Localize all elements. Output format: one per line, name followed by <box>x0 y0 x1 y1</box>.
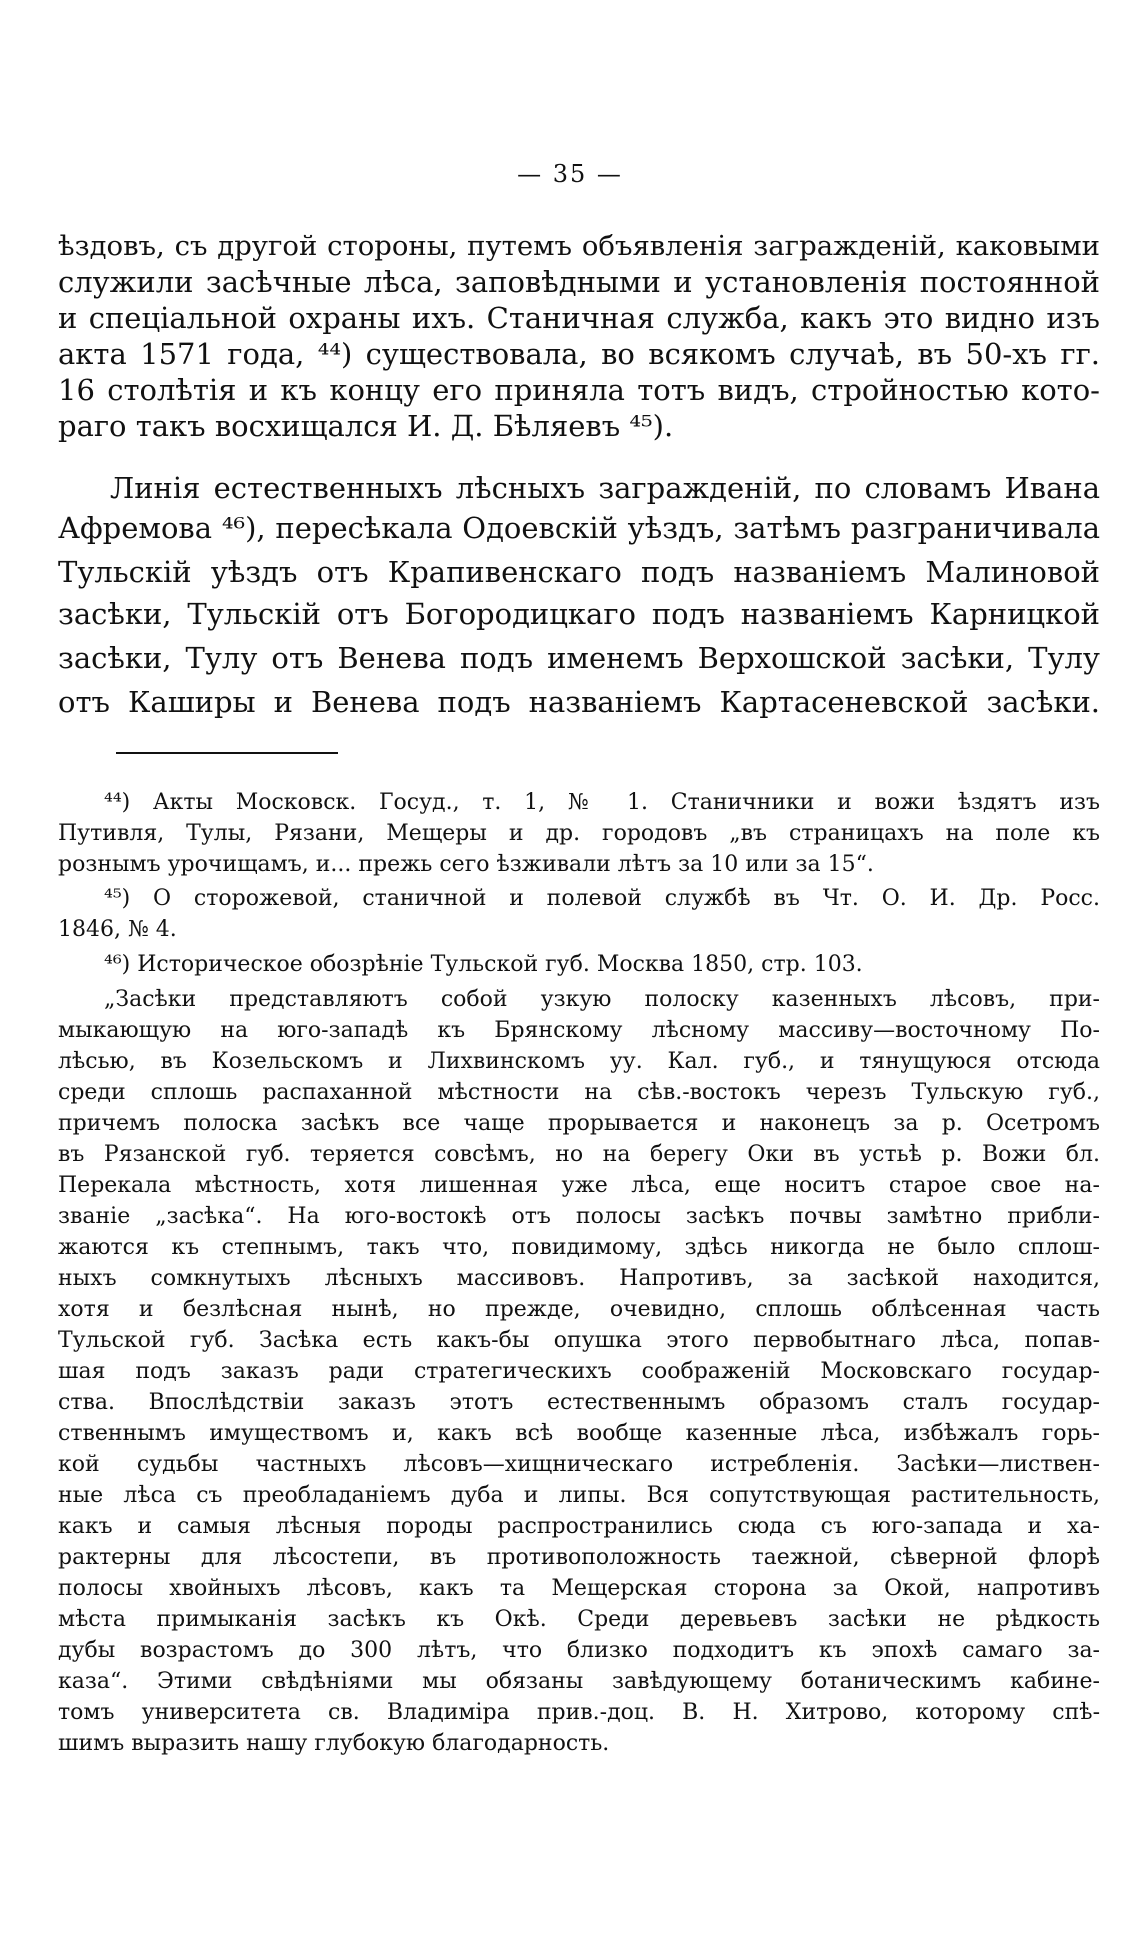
footnote-line: среди сплошь распаханной мѣстности на сѣв.-востокъ черезъ Тульскую губ., <box>58 1080 1100 1105</box>
footnote-line: Путивля, Тулы, Рязани, Мещеры и др. городовъ „въ страницахъ на поле къ <box>58 821 1100 846</box>
footnote-line: томъ университета св. Владиміра прив.-доц. В. Н. Хитрово, которому спѣ- <box>58 1700 1100 1725</box>
footnote-line: „Засѣки представляютъ собой узкую полоску казенныхъ лѣсовъ, при- <box>104 987 1100 1012</box>
footnote-line: каза“. Этими свѣдѣніями мы обязаны завѣдующему ботаническимъ кабине- <box>58 1669 1100 1694</box>
footnote-line: ные лѣса съ преобладаніемъ дуба и липы. Вся сопутствующая растительность, <box>58 1483 1100 1508</box>
footnote-line: полосы хвойныхъ лѣсовъ, какъ та Мещерская сторона за Окой, напротивъ <box>58 1576 1100 1601</box>
footnote-line: въ Рязанской губ. теряется совсѣмъ, но на берегу Оки въ устьѣ р. Вожи бл. <box>58 1142 1100 1167</box>
footnote-line: званіе „засѣка“. На юго-востокѣ отъ полосы засѣкъ почвы замѣтно прибли- <box>58 1204 1100 1229</box>
footnote-line: причемъ полоска засѣкъ все чаще прорывается и наконецъ за р. Осетромъ <box>58 1111 1100 1136</box>
page-number: — 35 — <box>517 160 623 188</box>
footnote-separator <box>116 752 338 754</box>
text-line: и спеціальной охраны ихъ. Станичная служба, какъ это видно изъ <box>58 301 1100 335</box>
footnote-line: мѣста примыканія засѣкъ къ Окѣ. Среди деревьевъ засѣки не рѣдкость <box>58 1607 1100 1632</box>
footnote-line: хотя и безлѣсная нынѣ, но прежде, очевидно, сплошь облѣсенная часть <box>58 1297 1100 1322</box>
footnote-line: кой судьбы частныхъ лѣсовъ—хищническаго истребленія. Засѣки—листвен- <box>58 1452 1100 1477</box>
text-line: отъ Каширы и Венева подъ названіемъ Картасеневской засѣки. <box>58 685 1100 719</box>
footnote-line: 1846, № 4. <box>58 917 177 942</box>
footnote-line: ⁴⁵) О сторожевой, станичной и полевой службѣ въ Чт. О. И. Др. Росс. <box>104 886 1100 911</box>
footnote-line: рознымъ урочищамъ, и... прежь сего ѣзживали лѣтъ за 10 или за 15“. <box>58 852 874 877</box>
text-line: засѣки, Тулу отъ Венева подъ именемъ Верхошской засѣки, Тулу <box>58 641 1100 675</box>
text-line: акта 1571 года, ⁴⁴) существовала, во всякомъ случаѣ, въ 50-хъ гг. <box>58 337 1100 371</box>
footnote-line: мыкающую на юго-западѣ къ Брянскому лѣсному массиву—восточному По- <box>58 1018 1100 1043</box>
footnote-line: рактерны для лѣсостепи, въ противоположность таежной, сѣверной флорѣ <box>58 1545 1100 1570</box>
text-line: Линія естественныхъ лѣсныхъ загражденій, по словамъ Ивана <box>110 471 1100 505</box>
text-line: 16 столѣтія и къ концу его приняла тотъ видъ, стройностью кото- <box>58 373 1100 407</box>
text-line: служили засѣчные лѣса, заповѣдными и установленія постоянной <box>58 265 1100 299</box>
footnote-line: ⁴⁶) Историческое обозрѣніе Тульской губ. Москва 1850, стр. 103. <box>104 952 863 977</box>
footnote-line: ⁴⁴) Акты Московск. Госуд., т. 1, № 1. Станичники и вожи ѣздятъ изъ <box>104 790 1100 815</box>
text-line: Афремова ⁴⁶), пересѣкала Одоевскій уѣздъ, затѣмъ разграничивала <box>58 511 1100 545</box>
footnote-line: ства. Впослѣдствіи заказъ этотъ естественнымъ образомъ сталъ государ- <box>58 1390 1100 1415</box>
footnote-line: Тульской губ. Засѣка есть какъ-бы опушка этого первобытнаго лѣса, попав- <box>58 1328 1100 1353</box>
footnote-line: ственнымъ имуществомъ и, какъ всѣ вообще казенные лѣса, избѣжалъ горь- <box>58 1421 1100 1446</box>
footnote-line: лѣсью, въ Козельскомъ и Лихвинскомъ уу. Кал. губ., и тянущуюся отсюда <box>58 1049 1100 1074</box>
text-line: Тульскій уѣздъ отъ Крапивенскаго подъ названіемъ Малиновой <box>58 555 1100 589</box>
footnote-line: дубы возрастомъ до 300 лѣтъ, что близко подходитъ къ эпохѣ самаго за- <box>58 1638 1100 1663</box>
footnote-line: ныхъ сомкнутыхъ лѣсныхъ массивовъ. Напротивъ, за засѣкой находится, <box>58 1266 1100 1291</box>
text-line: раго такъ восхищался И. Д. Бѣляевъ ⁴⁵). <box>58 409 674 443</box>
text-line: ѣздовъ, съ другой стороны, путемъ объявленія загражденій, каковыми <box>58 230 1100 262</box>
footnote-line: какъ и самыя лѣсныя породы распространились сюда съ юго-запада и ха- <box>58 1514 1100 1539</box>
footnote-line: шимъ выразить нашу глубокую благодарность. <box>58 1731 610 1756</box>
footnote-line: жаются къ степнымъ, такъ что, повидимому, здѣсь никогда не было сплош- <box>58 1235 1100 1260</box>
footnote-line: Перекала мѣстность, хотя лишенная уже лѣса, еще носитъ старое свое на- <box>58 1173 1100 1198</box>
footnote-line: шая подъ заказъ ради стратегическихъ соображеній Московскаго государ- <box>58 1359 1100 1384</box>
text-line: засѣки, Тульскій отъ Богородицкаго подъ названіемъ Карницкой <box>58 597 1100 631</box>
